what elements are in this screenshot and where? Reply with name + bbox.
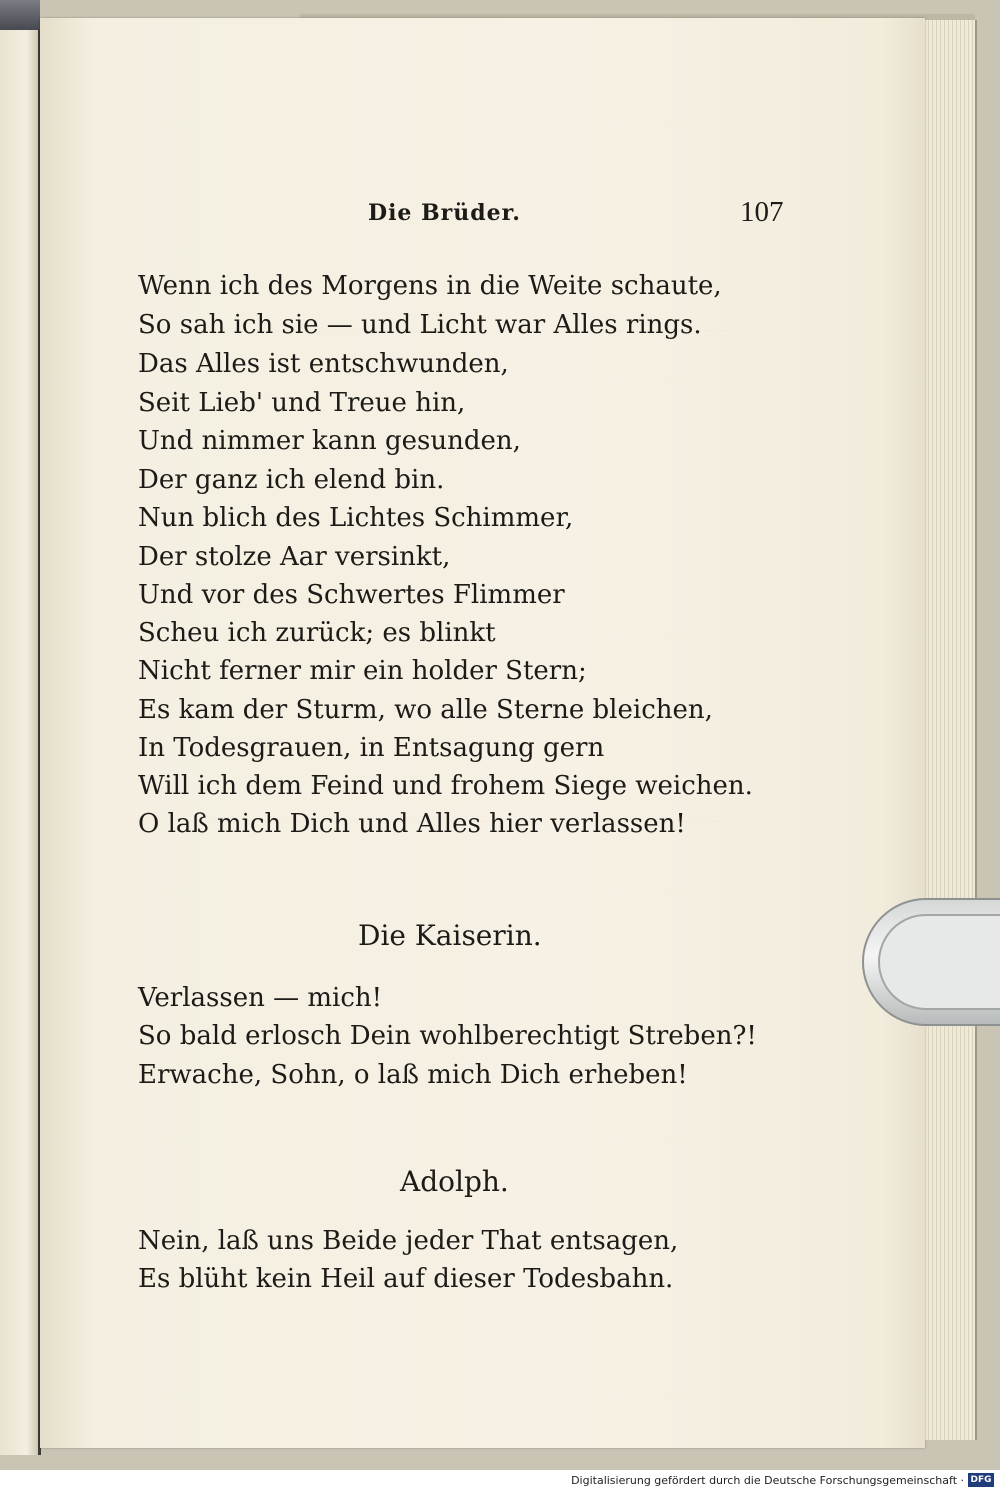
page-number: 107 [740, 196, 784, 228]
bleed-through-shadow [160, 820, 760, 1002]
verse-line: So sah ich sie — und Licht war Alles rings. [138, 310, 702, 340]
verse-line: Nun blich des Lichtes Schimmer, [138, 503, 574, 533]
verse-line: Seit Lieb' und Treue hin, [138, 388, 466, 418]
verse-line: Will ich dem Feind und frohem Siege weichen. [138, 771, 753, 801]
verse-line: Scheu ich zurück; es blinkt [138, 618, 496, 648]
left-page-edge [0, 30, 41, 1455]
speaker-heading: Adolph. [400, 1165, 509, 1198]
verse-line: Erwache, Sohn, o laß mich Dich erheben! [138, 1060, 688, 1090]
verse-line: Nein, laß uns Beide jeder That entsagen, [138, 1226, 679, 1256]
footer-bar [0, 1470, 1000, 1491]
verse-line: Nicht ferner mir ein holder Stern; [138, 656, 587, 686]
verse-line: Und nimmer kann gesunden, [138, 426, 521, 456]
verse-line: Und vor des Schwertes Flimmer [138, 580, 565, 610]
paper-clip-inner-loop [878, 914, 1000, 1010]
verse-line: So bald erlosch Dein wohlberechtigt Streben?! [138, 1021, 757, 1051]
verse-line: Verlassen — mich! [138, 983, 383, 1013]
speaker-heading: Die Kaiserin. [358, 919, 542, 952]
dfg-logo: DFG [968, 1473, 994, 1487]
page-block-edges [925, 20, 977, 1440]
verse-line: O laß mich Dich und Alles hier verlassen! [138, 809, 686, 839]
book-spine [0, 0, 40, 34]
verse-line: Das Alles ist entschwunden, [138, 349, 509, 379]
funding-notice: Digitalisierung gefördert durch die Deutsche Forschungsgemeinschaft · [571, 1474, 964, 1487]
verse-line: Es kam der Sturm, wo alle Sterne bleichen, [138, 695, 713, 725]
verse-line: Der ganz ich elend bin. [138, 465, 445, 495]
verse-line: Der stolze Aar versinkt, [138, 542, 451, 572]
running-header: Die Brüder. [368, 200, 521, 226]
verse-line: Wenn ich des Morgens in die Weite schaute, [138, 271, 722, 301]
verse-line: In Todesgrauen, in Entsagung gern [138, 733, 605, 763]
verse-line: Es blüht kein Heil auf dieser Todesbahn. [138, 1264, 674, 1294]
